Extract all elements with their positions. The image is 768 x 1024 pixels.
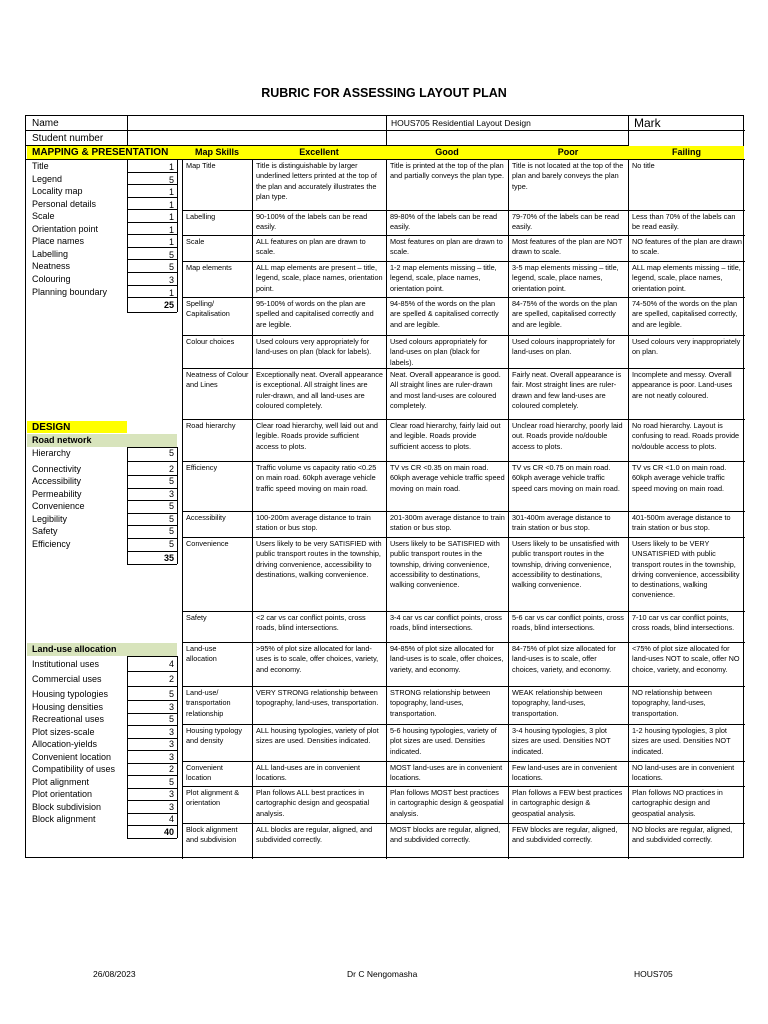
column-header-good: Good — [435, 147, 459, 157]
rubric-cell-poor: FEW blocks are regular, aligned, and subdivided correctly. — [512, 825, 618, 845]
rubric-cell-excellent: Title is distinguishable by larger underlined letters printed at the top of the plan and accurately illustrates the plan type. — [256, 161, 377, 201]
row-divider — [182, 537, 745, 538]
row-divider — [127, 656, 177, 657]
rubric-cell-good: 201-300m average distance to train station or bus stop. — [390, 513, 505, 533]
row-divider — [127, 750, 177, 751]
row-divider — [127, 671, 177, 672]
land-use-score: 3 — [168, 752, 174, 762]
rubric-cell-good: Clear road hierarchy, fairly laid out and legible. Roads provide sufficient access to plots. — [390, 421, 501, 451]
road-score: 2 — [168, 464, 174, 474]
rubric-cell-failing: Incomplete and messy. Overall appearance is poor. Land-uses are not neatly coloured. — [632, 370, 733, 400]
row-divider — [127, 222, 177, 223]
rubric-cell-failing: No title — [632, 161, 655, 170]
rubric-cell-skill: Block alignment and subdivision — [186, 825, 238, 845]
row-divider — [182, 761, 745, 762]
column-divider — [127, 116, 128, 145]
rubric-cell-excellent: Used colours very appropriately for land-uses on plan (black for labels). — [256, 337, 372, 357]
land-use-score: 4 — [168, 659, 174, 669]
mapping-score: 5 — [168, 249, 174, 260]
rubric-cell-poor: Fairly neat. Overall appearance is fair. Most straight lines are ruler-drawn and few land-uses are coloured completely. — [512, 370, 622, 410]
mapping-criterion: Colouring — [32, 273, 71, 284]
land-use-criterion: Compatibility of uses — [32, 764, 116, 774]
land-use-criterion: Recreational uses — [32, 714, 105, 724]
road-criterion: Permeability — [32, 489, 82, 499]
mark-label: Mark — [634, 116, 661, 130]
rubric-cell-skill: Efficiency — [186, 463, 218, 472]
rubric-cell-good: TV vs CR <0.35 on main road. 60kph average vehicle traffic speed moving on main road. — [390, 463, 505, 493]
land-use-score: 3 — [168, 702, 174, 712]
row-divider — [127, 564, 177, 565]
row-divider — [127, 763, 177, 764]
rubric-cell-good: Most features on plan are drawn to scale. — [390, 237, 503, 257]
rubric-cell-excellent: <2 car vs car conflict points, cross roads, blind intersections. — [256, 613, 366, 633]
rubric-cell-skill: Convenience — [186, 539, 229, 548]
row-divider — [182, 724, 745, 725]
row-divider — [182, 419, 745, 420]
rubric-cell-excellent: VERY STRONG relationship between topography, land-uses, transportation. — [256, 688, 379, 708]
rubric-cell-excellent: ALL housing typologies, variety of plot sizes are used. Densities indicated. — [256, 726, 379, 746]
row-divider — [127, 247, 177, 248]
student-number-label: Student number — [32, 133, 104, 144]
rubric-cell-poor: Few land-uses are in convenient locations. — [512, 763, 618, 783]
rubric-cell-good: 94-85% of the words on the plan are spelled & capitalised correctly and are legible. — [390, 299, 499, 329]
rubric-cell-failing: 1-2 housing typologies, 3 plot sizes are used. Densities NOT indicated. — [632, 726, 731, 756]
row-divider — [182, 511, 745, 512]
row-divider — [127, 525, 177, 526]
rubric-cell-poor: 84-75% of plot size allocated for land-uses is to scale, offer choices, variety, and economy. — [512, 644, 616, 674]
mapping-score: 5 — [168, 262, 174, 273]
rubric-cell-good: MOST blocks are regular, aligned, and subdivided correctly. — [390, 825, 501, 845]
row-divider — [127, 686, 177, 687]
land-use-criterion: Block alignment — [32, 814, 96, 824]
road-criterion: Connectivity — [32, 464, 82, 474]
row-divider — [182, 461, 745, 462]
row-divider — [182, 611, 745, 612]
row-divider — [127, 297, 177, 298]
mapping-score: 1 — [168, 212, 174, 223]
footer-date: 26/08/2023 — [93, 969, 136, 979]
mapping-score: 1 — [168, 162, 174, 172]
rubric-cell-good: 3-4 car vs car conflict points, cross roads, blind intersections. — [390, 613, 502, 633]
land-use-score: 3 — [168, 802, 174, 812]
road-score: 5 — [168, 448, 174, 458]
rubric-table — [25, 115, 744, 858]
row-divider — [127, 209, 177, 210]
row-divider — [127, 800, 177, 801]
column-divider — [177, 447, 178, 564]
land-use-score: 5 — [168, 777, 174, 787]
road-score: 3 — [168, 489, 174, 499]
row-divider — [127, 312, 177, 313]
rubric-cell-failing: Used colours very inappropriately on plan. — [632, 337, 741, 357]
row-divider — [182, 335, 745, 336]
row-divider — [182, 297, 745, 298]
row-divider — [182, 261, 745, 262]
row-divider — [127, 234, 177, 235]
rubric-cell-excellent: Plan follows ALL best practices in cartographic design and geospatial analysis. — [256, 788, 370, 818]
section-heading-mapping: MAPPING & PRESENTATION — [32, 147, 169, 158]
rubric-cell-good: 5-6 housing typologies, variety of plot sizes are used. Densities indicated. — [390, 726, 497, 756]
rubric-cell-failing: NO features of the plan are drawn to scale. — [632, 237, 742, 257]
column-divider — [508, 159, 509, 859]
mapping-total: 25 — [163, 300, 174, 311]
land-use-criterion: Housing densities — [32, 702, 104, 712]
rubric-cell-failing: 7-10 car vs car conflict points, cross roads, blind intersections. — [632, 613, 735, 633]
name-label: Name — [32, 118, 59, 129]
land-use-criterion: Allocation-yields — [32, 739, 98, 749]
mapping-score: 1 — [168, 199, 174, 210]
row-divider — [127, 475, 177, 476]
rubric-cell-good: MOST land-uses are in convenient locations. — [390, 763, 503, 783]
rubric-cell-excellent: Traffic volume vs capacity ratio <0.25 on main road. 60kph average vehicle traffic speed moving on main road. — [256, 463, 377, 493]
land-use-criterion: Housing typologies — [32, 689, 109, 699]
rubric-cell-failing: NO blocks are regular, aligned, and subdivided correctly. — [632, 825, 733, 845]
rubric-cell-failing: 74-50% of the words on the plan are spelled, capitalised correctly, and are legible. — [632, 299, 738, 329]
row-divider — [127, 461, 177, 462]
row-divider — [127, 500, 177, 501]
land-use-criterion: Plot alignment — [32, 777, 90, 787]
road-criterion: Efficiency — [32, 539, 71, 549]
rubric-cell-poor: 3-4 housing typologies, 3 plot sizes are used. Densities NOT indicated. — [512, 726, 611, 756]
land-use-criterion: Plot orientation — [32, 789, 93, 799]
row-divider — [127, 838, 177, 839]
row-divider — [127, 172, 177, 173]
rubric-cell-failing: TV vs CR <1.0 on main road. 60kph average vehicle traffic speed moving on main road. — [632, 463, 727, 493]
rubric-cell-poor: Plan follows a FEW best practices in cartographic design & geospatial analysis. — [512, 788, 623, 818]
rubric-cell-excellent: ALL land-uses are in convenient locations. — [256, 763, 360, 783]
mapping-criterion: Labelling — [32, 248, 69, 259]
column-divider — [127, 656, 128, 838]
rubric-cell-poor: WEAK relationship between topography, land-uses, transportation. — [512, 688, 603, 718]
rubric-cell-failing: ALL map elements missing – title, legend, scale, place names, orientation point. — [632, 263, 741, 293]
land-use-total: 40 — [163, 827, 174, 837]
land-use-score: 2 — [168, 764, 174, 774]
rubric-cell-excellent: Clear road hierarchy, well laid out and legible. Roads provide sufficient access to plots. — [256, 421, 378, 451]
rubric-cell-skill: Colour choices — [186, 337, 235, 346]
row-divider — [127, 725, 177, 726]
land-use-score: 3 — [168, 739, 174, 749]
mapping-score: 1 — [168, 224, 174, 235]
rubric-cell-skill: Land-use/ transportation relationship — [186, 688, 231, 718]
land-use-heading: Land-use allocation — [32, 644, 117, 654]
rubric-cell-skill: Road hierarchy — [186, 421, 236, 430]
rubric-cell-excellent: Users likely to be very SATISFIED with public transport routes in the township, driving convenience, accessibility to destinations, walking convenience. — [256, 539, 382, 579]
column-divider — [177, 159, 178, 312]
rubric-cell-failing: Plan follows NO practices in cartographic design and geospatial analysis. — [632, 788, 723, 818]
column-divider — [127, 159, 128, 312]
rubric-cell-excellent: 100-200m average distance to train station or bus stop. — [256, 513, 371, 533]
rubric-cell-skill: Convenient location — [186, 763, 223, 783]
rubric-cell-failing: NO relationship between topography, land-uses, transportation. — [632, 688, 712, 718]
row-divider — [127, 788, 177, 789]
column-divider — [182, 159, 183, 859]
land-use-criterion: Institutional uses — [32, 659, 100, 669]
rubric-cell-failing: NO land-uses are in convenient locations. — [632, 763, 735, 783]
mapping-criterion: Legend — [32, 173, 63, 184]
rubric-cell-skill: Plot alignment & orientation — [186, 788, 240, 808]
row-divider — [127, 538, 177, 539]
land-use-score: 5 — [168, 689, 174, 699]
mapping-criterion: Locality map — [32, 186, 83, 197]
column-header-excellent: Excellent — [299, 147, 339, 157]
column-divider — [252, 159, 253, 859]
course-title: HOUS705 Residential Layout Design — [391, 118, 531, 128]
road-score: 5 — [168, 526, 174, 536]
design-heading: DESIGN — [32, 422, 71, 433]
column-header-skills: Map Skills — [194, 147, 239, 157]
rubric-cell-excellent: ALL map elements are present – title, legend, scale, place names, orientation point. — [256, 263, 383, 293]
rubric-cell-poor: 5-6 car vs car conflict points, cross roads, blind intersections. — [512, 613, 624, 633]
land-use-score: 4 — [168, 814, 174, 824]
rubric-cell-skill: Labelling — [186, 212, 216, 221]
mapping-score: 1 — [168, 237, 174, 248]
rubric-cell-excellent: 95-100% of words on the plan are spelled and capitalised correctly and are legible. — [256, 299, 374, 329]
road-score: 5 — [168, 514, 174, 524]
road-criterion: Accessibility — [32, 476, 82, 486]
rubric-cell-skill: Map Title — [186, 161, 216, 170]
row-divider — [127, 285, 177, 286]
rubric-cell-poor: 79-70% of the labels can be read easily. — [512, 212, 620, 232]
mapping-criterion: Personal details — [32, 198, 97, 209]
rubric-cell-failing: 401-500m average distance to train station or bus stop. — [632, 513, 731, 533]
land-use-score: 2 — [168, 674, 174, 684]
row-divider — [127, 813, 177, 814]
rubric-cell-skill: Accessibility — [186, 513, 226, 522]
row-divider — [182, 642, 745, 643]
road-criterion: Convenience — [32, 501, 85, 511]
row-divider — [127, 159, 177, 160]
rubric-cell-poor: TV vs CR <0.75 on main road. 60kph average vehicle traffic speed cars moving on main road. — [512, 463, 620, 493]
mapping-criterion: Orientation point — [32, 223, 99, 234]
land-use-criterion: Plot sizes-scale — [32, 727, 95, 737]
column-divider — [386, 116, 387, 145]
row-divider — [127, 713, 177, 714]
rubric-cell-skill: Map elements — [186, 263, 232, 272]
land-use-criterion: Commercial uses — [32, 674, 102, 684]
rubric-cell-poor: 301-400m average distance to train station or bus stop. — [512, 513, 611, 533]
rubric-cell-good: Neat. Overall appearance is good. All straight lines are ruler-drawn and most land-uses are coloured completely. — [390, 370, 501, 410]
rubric-cell-good: 94-85% of plot size allocated for land-uses is to scale, offer choices, variety, and economy. — [390, 644, 504, 674]
rubric-cell-failing: Users likely to be VERY UNSATISFIED with public transport routes in the township, driving convenience, accessibility to destinations, walking convenience. — [632, 539, 740, 600]
rubric-cell-poor: Used colours inappropriately for land-uses on plan. — [512, 337, 616, 357]
row-divider — [182, 823, 745, 824]
mapping-criterion: Scale — [32, 211, 55, 222]
column-header-poor: Poor — [557, 147, 579, 157]
row-divider — [127, 775, 177, 776]
row-divider — [182, 210, 745, 211]
rubric-cell-failing: Less than 70% of the labels can be read easily. — [632, 212, 736, 232]
mapping-score: 1 — [168, 187, 174, 198]
row-divider — [127, 513, 177, 514]
row-divider — [127, 272, 177, 273]
row-divider — [127, 259, 177, 260]
row-divider — [182, 686, 745, 687]
mapping-criterion: Title — [32, 161, 49, 171]
rubric-cell-excellent: 90-100% of the labels can be read easily. — [256, 212, 368, 232]
row-divider — [127, 447, 177, 448]
rubric-cell-failing: <75% of plot size allocated for land-uses NOT to scale, offer NO choice, variety, and economy. — [632, 644, 740, 674]
land-use-score: 3 — [168, 727, 174, 737]
rubric-cell-skill: Land-use allocation — [186, 644, 217, 664]
row-divider — [127, 197, 177, 198]
road-score: 5 — [168, 539, 174, 549]
rubric-cell-good: STRONG relationship between topography, land-uses, transportation. — [390, 688, 491, 718]
rubric-cell-poor: Most features of the plan are NOT drawn to scale. — [512, 237, 623, 257]
rubric-cell-skill: Neatness of Colour and Lines — [186, 370, 249, 390]
rubric-cell-poor: Users likely to be unsatisfied with public transport routes in the township, driving convenience, accessibility to destinations, walking convenience. — [512, 539, 620, 590]
rubric-cell-excellent: ALL features on plan are drawn to scale. — [256, 237, 366, 257]
column-divider — [177, 656, 178, 838]
road-score: 5 — [168, 501, 174, 511]
row-divider — [182, 368, 745, 369]
land-use-criterion: Block subdivision — [32, 802, 102, 812]
footer-author: Dr C Nengomasha — [347, 969, 418, 979]
rubric-cell-skill: Safety — [186, 613, 207, 622]
land-use-score: 5 — [168, 714, 174, 724]
mapping-criterion: Planning boundary — [32, 286, 108, 297]
mapping-score: 5 — [168, 174, 174, 185]
road-criterion: Safety — [32, 526, 58, 536]
column-divider — [127, 447, 128, 564]
road-criterion: Hierarchy — [32, 448, 71, 458]
row-divider — [182, 786, 745, 787]
mapping-criterion: Place names — [32, 236, 85, 247]
column-header-failing: Failing — [672, 147, 701, 157]
rubric-cell-excellent: Exceptionally neat. Overall appearance is exceptional. All straight lines are ruler-drawn, and all land-uses are coloured completely. — [256, 370, 383, 410]
rubric-cell-good: Plan follows MOST best practices in cartographic design & geospatial analysis. — [390, 788, 504, 818]
mapping-score: 1 — [168, 287, 174, 298]
rubric-cell-poor: 84-75% of the words on the plan are spelled, capitalised correctly and are legible. — [512, 299, 618, 329]
rubric-cell-excellent: >95% of plot size allocated for land-uses is to scale, offer choices, variety, and economy. — [256, 644, 379, 674]
rubric-cell-skill: Scale — [186, 237, 205, 246]
rubric-cell-poor: 3-5 map elements missing – title, legend, scale, place names, orientation point. — [512, 263, 619, 293]
footer-code: HOUS705 — [634, 969, 673, 979]
row-divider — [127, 738, 177, 739]
rubric-cell-good: Used colours appropriately for land-uses on plan (black for labels). — [390, 337, 488, 367]
road-criterion: Legibility — [32, 514, 68, 524]
rubric-cell-excellent: ALL blocks are regular, aligned, and subdivided correctly. — [256, 825, 373, 845]
rubric-cell-skill: Spelling/ Capitalisation — [186, 299, 230, 319]
land-use-score: 3 — [168, 789, 174, 799]
page-title: RUBRIC FOR ASSESSING LAYOUT PLAN — [261, 86, 507, 100]
row-divider — [182, 235, 745, 236]
rubric-cell-failing: No road hierarchy. Layout is confusing to read. Roads provide no/double access to plots. — [632, 421, 740, 451]
rubric-cell-good: Title is printed at the top of the plan and partially conveys the plan type. — [390, 161, 504, 181]
land-use-criterion: Convenient location — [32, 752, 112, 762]
column-divider — [386, 159, 387, 859]
column-divider — [628, 159, 629, 859]
row-divider — [127, 184, 177, 185]
rubric-cell-poor: Title is not located at the top of the plan and barely conveys the plan type. — [512, 161, 624, 191]
road-score: 5 — [168, 476, 174, 486]
rubric-cell-good: 89-80% of the labels can be read easily. — [390, 212, 498, 232]
road-total: 35 — [163, 553, 174, 563]
mapping-score: 3 — [168, 274, 174, 285]
mapping-criterion: Neatness — [32, 261, 71, 272]
rubric-cell-skill: Housing typology and density — [186, 726, 242, 746]
rubric-cell-good: Users likely to be SATISFIED with public transport routes in the township, driving convenience, accessibility to destinations, walking convenience. — [390, 539, 500, 590]
road-network-heading: Road network — [32, 435, 92, 445]
row-divider — [127, 488, 177, 489]
rubric-cell-good: 1-2 map elements missing – title, legend, scale, place names, orientation point. — [390, 263, 497, 293]
rubric-cell-poor: Unclear road hierarchy, poorly laid out. Roads provide no/double access to plots. — [512, 421, 623, 451]
row-divider — [127, 700, 177, 701]
